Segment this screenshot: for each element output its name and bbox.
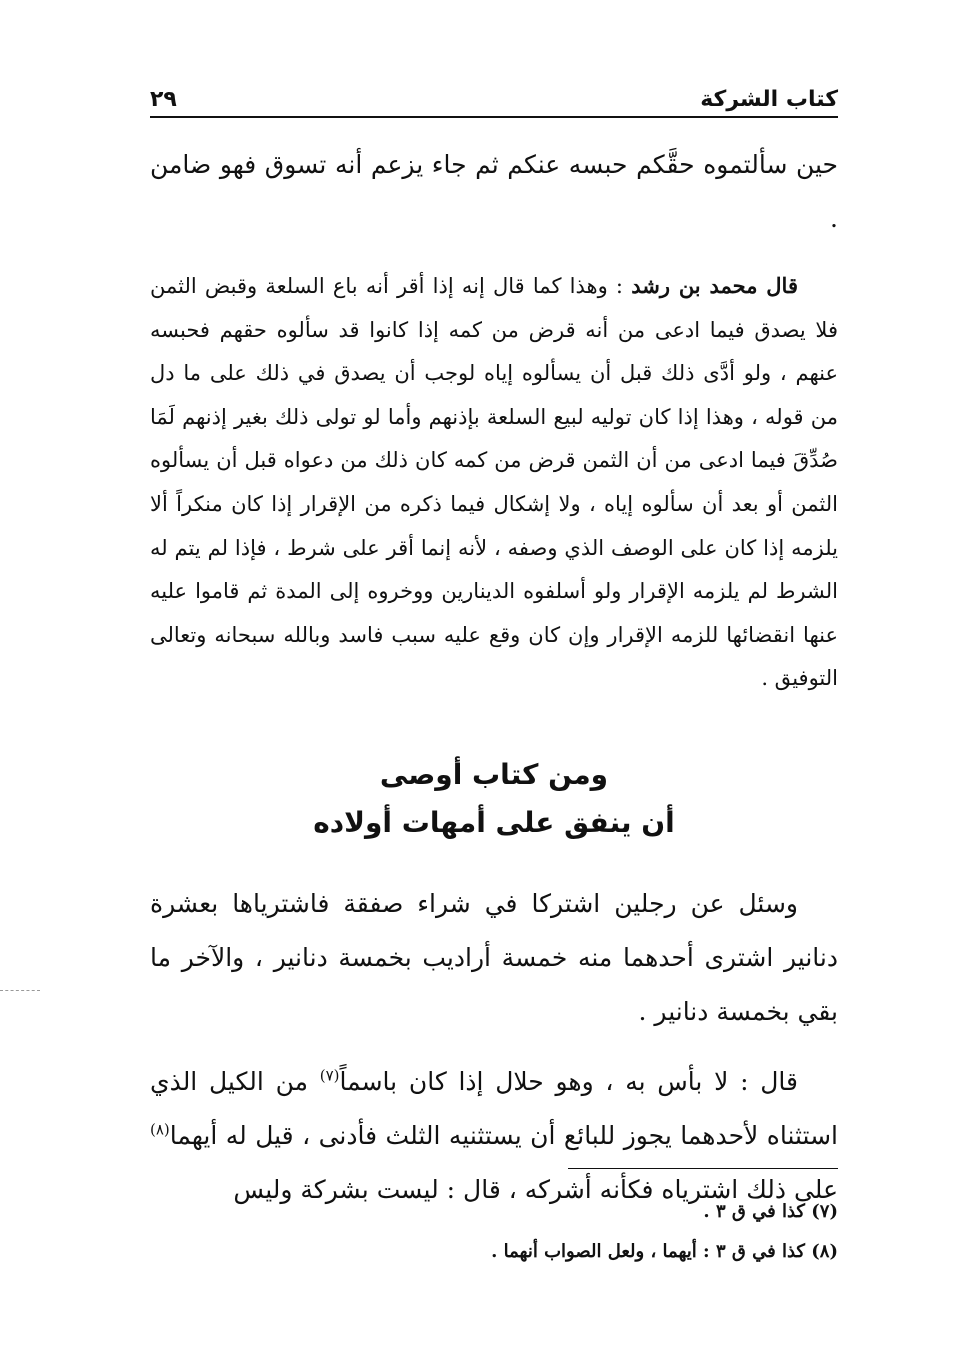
footnote-8: (٨) كذا في ق ٣ : أيهما ، ولعل الصواب أنهما . xyxy=(491,1241,838,1262)
footnote-ref-7[interactable]: (٧) xyxy=(319,1066,340,1085)
paragraph-4-text-b: من الكيل الذي استثناه لأحدهما يجوز للبائع أن يستثنيه الثلث فأدنى ، قيل له أيهما xyxy=(150,1066,838,1150)
footnote-divider xyxy=(568,1168,838,1169)
running-header xyxy=(150,82,838,118)
paragraph-2 xyxy=(150,264,838,701)
paragraph-1: حين سألتموه حقَّكم حبسه عنكم ثم جاء يزعم أنه تسوق فهو ضامن . xyxy=(150,150,838,233)
footnotes xyxy=(150,1192,838,1272)
paragraph-4-text-c: على ذلك اشترياه فكأنه أشركه ، قال : ليست بشركة وليس xyxy=(233,1174,838,1204)
main-text xyxy=(150,138,838,1217)
commentator-name: قال محمد بن رشد xyxy=(631,273,798,298)
scan-edge-mark xyxy=(0,990,40,991)
chapter-title: كتاب الشركة xyxy=(700,87,838,112)
paragraph-2-text: : وهذا كما قال إنه إذا أقر أنه باع السلعة وقبض الثمن فلا يصدق فيما ادعى من أنه قرض من كمه إذا كانوا قد سألوه حقهم فحبسه عنهم ، ولو أدَّى ذلك قبل أن يسألوه إياه لوجب أن يصدق في ذلك على ما دل من قوله ، وهذا إذا كان توليه لبيع السلعة بإذنهم وأما لو تولى ذلك بغير إذنهم لَمَا صُدِّقَ فيما ادعى من أن الثمن قرض من كمه كان ذلك من دعواه قبل أن يسألوه الثمن أو بعد أن سألوه إياه ، ولا إشكال فيما ذكره من الإقرار إذا كان منكراً ألا يلزمه إذا كان على الوصف الذي وصفه ، لأنه إنما أقر على شرط ، فإذا لم يتم له الشرط لم يلزمه الإقرار ولو أسلفوه الدينارين ووخروه إلى المدة ثم قاموا عليه عنها انقضائها للزمه الإقرار وإن كان وقع عليه سبب فاسد وبالله سبحانه وتعالى التوفيق . xyxy=(150,274,838,691)
page-number: ٢٩ xyxy=(150,87,177,112)
section-title-line-1: ومن كتاب أوصى xyxy=(379,757,609,791)
paragraph-4-text-a: قال : لا بأس به ، وهو حلال إذا كان باسماً xyxy=(339,1066,798,1096)
section-title-line-2: أن ينفق على أمهات أولاده xyxy=(313,805,675,839)
paragraph-3-text: وسئل عن رجلين اشتركا في شراء صفقة فاشترياها بعشرة دنانير اشترى أحدهما منه خمسة أراديب بخمسة دنانير ، والآخر ما بقي بخمسة دنانير . xyxy=(150,888,838,1026)
footnote-7: (٧) كذا في ق ٣ . xyxy=(703,1201,838,1222)
footnote-ref-8[interactable]: (٨) xyxy=(150,1120,170,1139)
paragraph-3 xyxy=(150,877,838,1039)
